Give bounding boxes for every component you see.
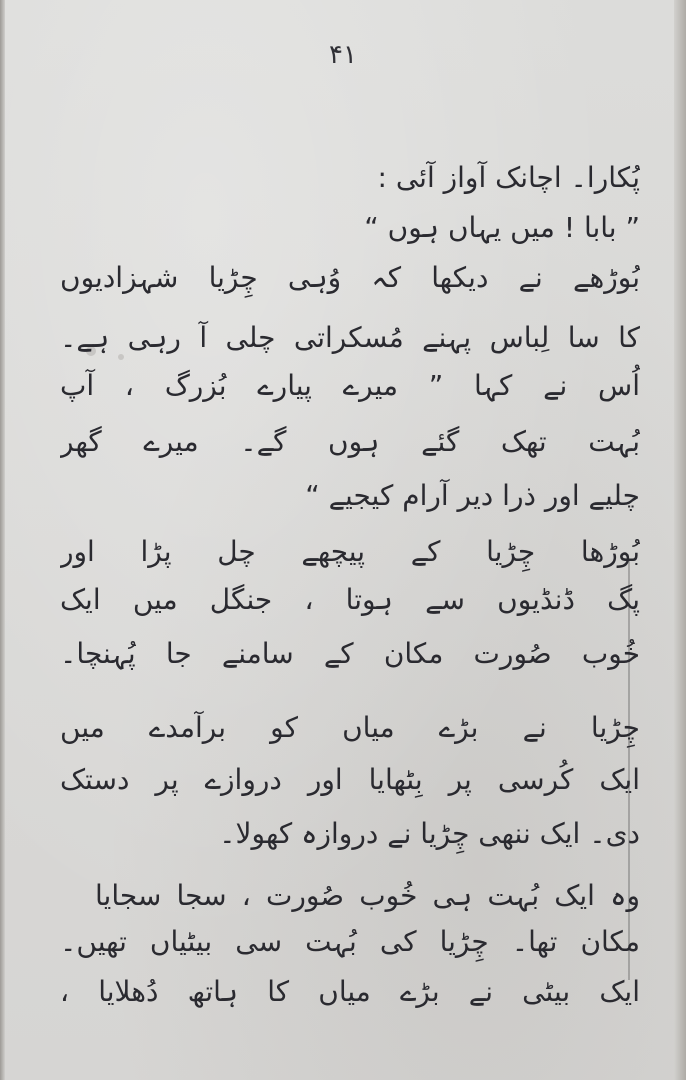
text-line: چلیے اور ذرا دیر آرام کیجیے “ [305, 479, 640, 512]
text-line: ایک کُرسی پر بِٹھایا اور دروازے پر دستک [60, 763, 640, 796]
text-line: دی۔ ایک ننھی چِڑیا نے دروازہ کھولا۔ [219, 817, 640, 850]
page-edge-left [0, 0, 5, 1080]
page-edge-right [674, 0, 686, 1080]
text-line: ایک بیٹی نے بڑے میاں کا ہاتھ دُھلایا ، [60, 975, 640, 1008]
text-line: چِڑیا نے بڑے میاں کو برآمدے میں [60, 711, 640, 744]
text-line: ” بابا ! میں یہاں ہوں “ [364, 211, 640, 244]
text-line: پُکارا۔ اچانک آواز آئی : [377, 161, 640, 194]
page-number: ۴۱ [329, 40, 357, 70]
text-line: پگ ڈنڈیوں سے ہوتا ، جنگل میں ایک [60, 583, 640, 616]
text-line: مکان تھا۔ چِڑیا کی بُہت سی بیٹیاں تھیں۔ [60, 925, 640, 958]
text-line: وہ ایک بُہت ہی خُوب صُورت ، سجا سجایا [95, 879, 640, 912]
text-line: خُوب صُورت مکان کے سامنے جا پُہنچا۔ [60, 637, 640, 670]
text-line: بُوڑھا چِڑیا کے پیچھے چل پڑا اور [60, 535, 640, 568]
text-line: اُس نے کہا ” میرے پیارے بُزرگ ، آپ [60, 369, 640, 402]
text-line: بُوڑھے نے دیکھا کہ وُہی چِڑیا شہزادیوں [60, 261, 640, 294]
text-line: بُہت تھک گئے ہوں گے۔ میرے گھر [60, 425, 640, 458]
text-line: کا سا لِباس پہنے مُسکراتی چلی آ رہی ہے۔ [60, 321, 640, 354]
